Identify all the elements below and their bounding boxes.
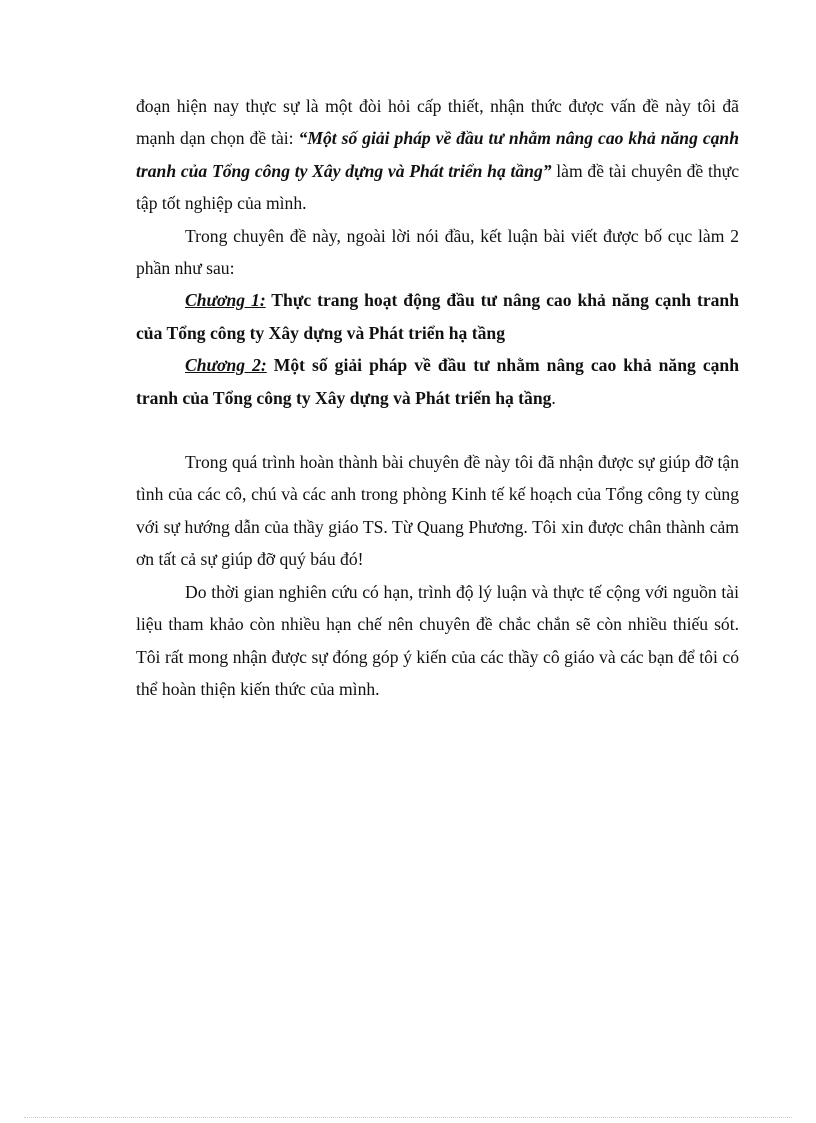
intro-paragraph	[136, 90, 739, 220]
chapter-1-label: Chương 1:	[185, 290, 266, 311]
chapter-2-paragraph	[136, 349, 739, 414]
structure-paragraph: Trong chuyên đề này, ngoài lời nói đầu, kết luận bài viết được bố cục làm 2 phần như sau:	[136, 225, 739, 279]
topic-title: “Một số giải pháp về đầu tư nhằm nâng cao khả năng cạnh tranh của Tổng công ty Xây dựng và Phát triển hạ tầng”	[136, 128, 740, 181]
thanks-paragraph: Trong quá trình hoàn thành bài chuyên đề này tôi đã nhận được sự giúp đỡ tận tình của các cô, chú và các anh trong phòng Kinh tế kế hoạch của Tổng công ty cùng với sự hướng dẫn của thầy giáo TS. Từ Quang Phương. Tôi xin được chân thành cảm ơn tất cả sự giúp đỡ quý báu đó!	[136, 452, 739, 570]
closing-paragraph: Do thời gian nghiên cứu có hạn, trình độ lý luận và thực tế cộng với nguồn tài liệu tham khảo còn nhiều hạn chế nên chuyên đề chắc chắn sẽ còn nhiều thiếu sót. Tôi rất mong nhận được sự đóng góp ý kiến của các thầy cô giáo và các bạn để tôi có thể hoàn thiện kiến thức của mình.	[136, 581, 739, 699]
page-bottom-divider	[24, 1117, 792, 1118]
intro-text-end: làm đề tài chuyên đề thực tập tốt nghiệp của mình.	[136, 160, 739, 214]
intro-text-start: đoạn hiện nay thực sự là một đòi hỏi cấp thiết, nhận thức được vấn đề này tôi đã mạnh dạn chọn đề tài:	[136, 96, 739, 149]
chapter-2-label: Chương 2:	[185, 355, 267, 376]
chapter-1-paragraph	[136, 284, 739, 349]
chapter-2-suffix: .	[551, 387, 556, 408]
chapter-1-title: Thực trang hoạt động đầu tư nâng cao khả năng cạnh tranh của Tổng công ty Xây dựng và Phát triển hạ tầng	[136, 290, 740, 343]
chapter-2-title: Một số giải pháp về đầu tư nhằm nâng cao khả năng cạnh tranh của Tổng công ty Xây dựng và Phát triển hạ tầng	[136, 355, 739, 408]
paragraph-spacer	[136, 414, 739, 446]
document-body	[136, 90, 739, 705]
